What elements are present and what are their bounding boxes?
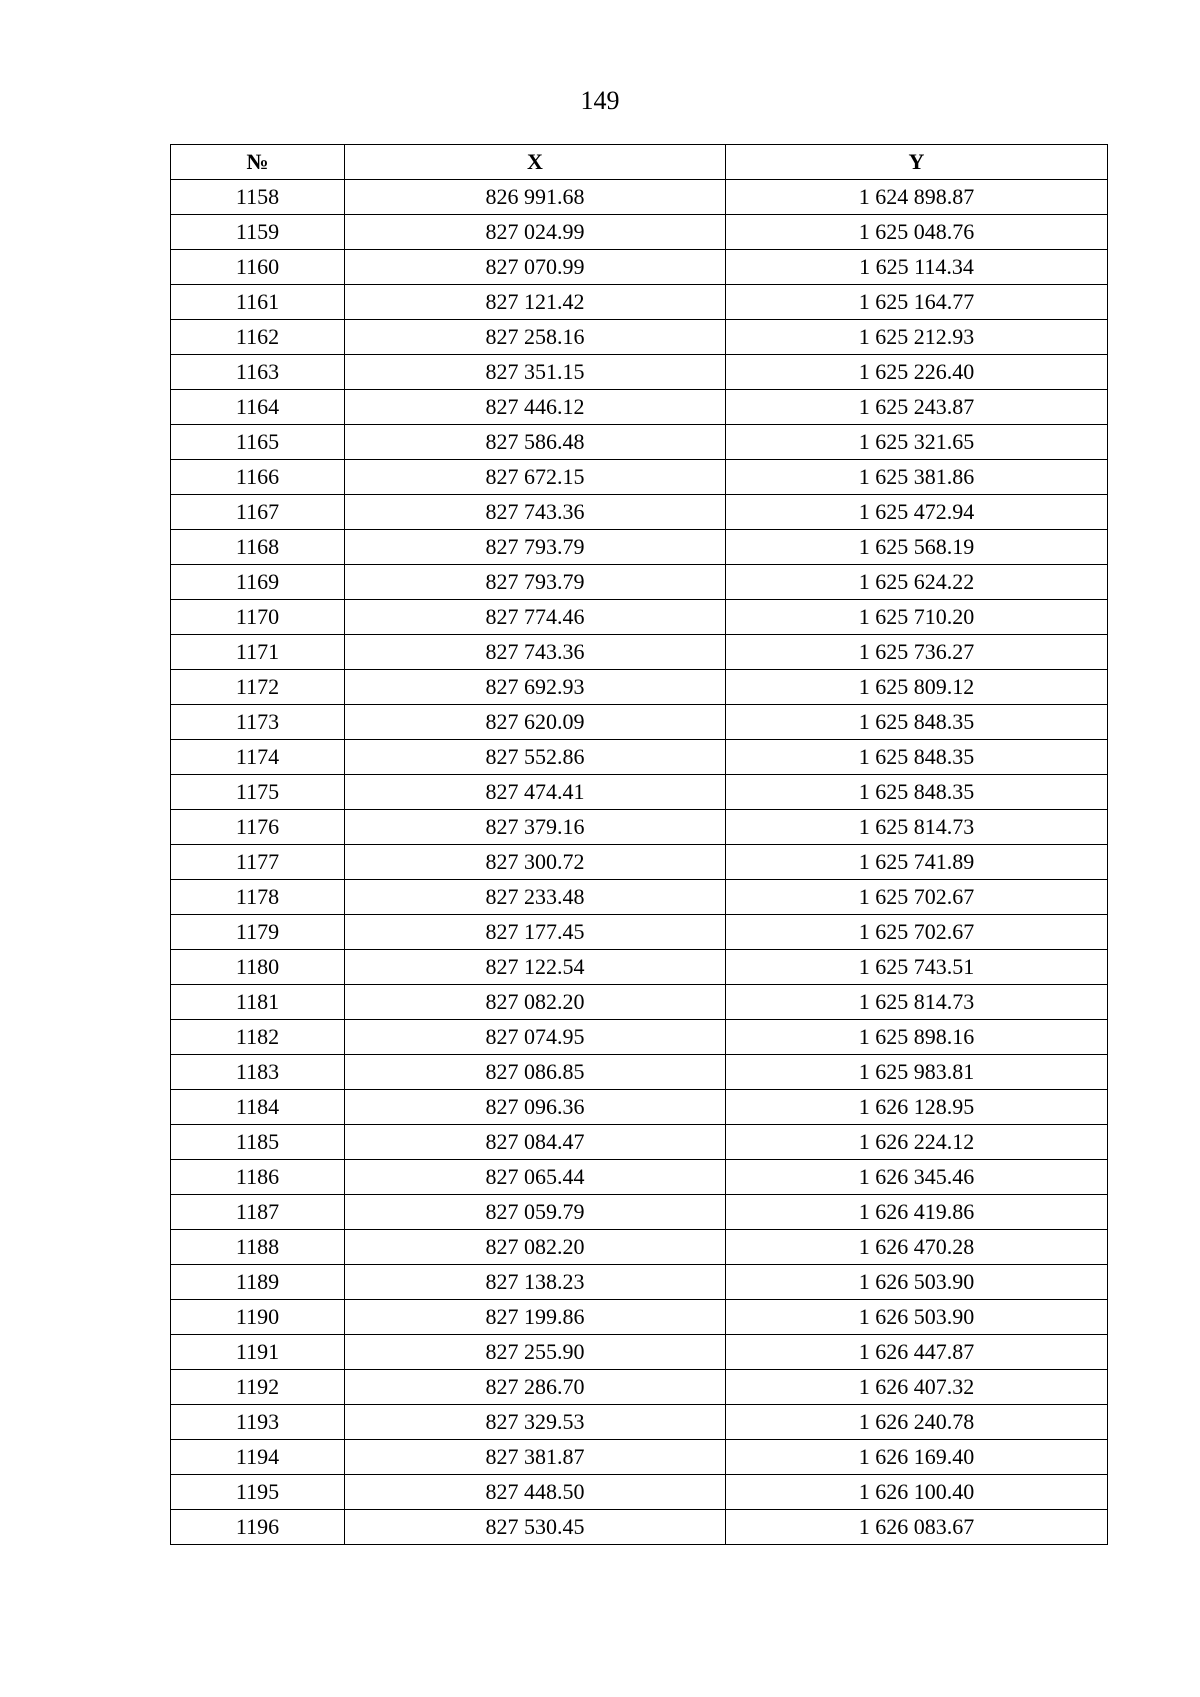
cell-y: 1 626 470.28	[726, 1230, 1108, 1265]
cell-y: 1 625 848.35	[726, 775, 1108, 810]
cell-x: 827 793.79	[345, 565, 726, 600]
cell-x: 827 065.44	[345, 1160, 726, 1195]
cell-x: 827 233.48	[345, 880, 726, 915]
cell-x: 827 300.72	[345, 845, 726, 880]
cell-number: 1159	[171, 215, 345, 250]
cell-y: 1 625 381.86	[726, 460, 1108, 495]
cell-number: 1190	[171, 1300, 345, 1335]
table-row	[171, 460, 1108, 495]
table-row	[171, 1020, 1108, 1055]
cell-y: 1 625 848.35	[726, 705, 1108, 740]
cell-y: 1 625 243.87	[726, 390, 1108, 425]
cell-y: 1 625 741.89	[726, 845, 1108, 880]
table-row	[171, 390, 1108, 425]
cell-number: 1167	[171, 495, 345, 530]
cell-number: 1176	[171, 810, 345, 845]
cell-number: 1191	[171, 1335, 345, 1370]
cell-x: 827 074.95	[345, 1020, 726, 1055]
cell-x: 827 530.45	[345, 1510, 726, 1545]
table-row	[171, 355, 1108, 390]
cell-y: 1 625 983.81	[726, 1055, 1108, 1090]
table-row	[171, 985, 1108, 1020]
cell-number: 1188	[171, 1230, 345, 1265]
table-row	[171, 1370, 1108, 1405]
cell-y: 1 625 702.67	[726, 880, 1108, 915]
cell-y: 1 625 743.51	[726, 950, 1108, 985]
table-row	[171, 1090, 1108, 1125]
cell-number: 1160	[171, 250, 345, 285]
cell-x: 827 199.86	[345, 1300, 726, 1335]
cell-x: 827 122.54	[345, 950, 726, 985]
cell-number: 1178	[171, 880, 345, 915]
table-row	[171, 1475, 1108, 1510]
header-x: X	[345, 145, 726, 180]
cell-x: 827 743.36	[345, 495, 726, 530]
table-row	[171, 1405, 1108, 1440]
page-number: 149	[580, 86, 620, 115]
cell-number: 1169	[171, 565, 345, 600]
table-row	[171, 425, 1108, 460]
cell-y: 1 625 814.73	[726, 810, 1108, 845]
table-row	[171, 1300, 1108, 1335]
cell-number: 1158	[171, 180, 345, 215]
table-row	[171, 285, 1108, 320]
cell-number: 1163	[171, 355, 345, 390]
header-number: №	[171, 145, 345, 180]
cell-y: 1 625 212.93	[726, 320, 1108, 355]
cell-number: 1162	[171, 320, 345, 355]
cell-y: 1 626 169.40	[726, 1440, 1108, 1475]
cell-x: 827 351.15	[345, 355, 726, 390]
table-row	[171, 1125, 1108, 1160]
cell-y: 1 625 898.16	[726, 1020, 1108, 1055]
cell-number: 1173	[171, 705, 345, 740]
table-row	[171, 1510, 1108, 1545]
cell-number: 1161	[171, 285, 345, 320]
cell-x: 827 082.20	[345, 1230, 726, 1265]
cell-x: 827 084.47	[345, 1125, 726, 1160]
cell-x: 827 446.12	[345, 390, 726, 425]
cell-x: 827 024.99	[345, 215, 726, 250]
table-row	[171, 635, 1108, 670]
cell-number: 1170	[171, 600, 345, 635]
cell-number: 1186	[171, 1160, 345, 1195]
cell-y: 1 625 114.34	[726, 250, 1108, 285]
cell-y: 1 625 710.20	[726, 600, 1108, 635]
cell-y: 1 625 624.22	[726, 565, 1108, 600]
cell-number: 1172	[171, 670, 345, 705]
cell-number: 1189	[171, 1265, 345, 1300]
cell-number: 1196	[171, 1510, 345, 1545]
cell-number: 1192	[171, 1370, 345, 1405]
cell-number: 1182	[171, 1020, 345, 1055]
cell-number: 1195	[171, 1475, 345, 1510]
table-row	[171, 1160, 1108, 1195]
cell-y: 1 625 472.94	[726, 495, 1108, 530]
cell-y: 1 625 226.40	[726, 355, 1108, 390]
cell-number: 1187	[171, 1195, 345, 1230]
cell-x: 827 082.20	[345, 985, 726, 1020]
cell-x: 827 448.50	[345, 1475, 726, 1510]
header-row	[171, 145, 1108, 180]
table-row	[171, 320, 1108, 355]
table-row	[171, 880, 1108, 915]
cell-x: 827 138.23	[345, 1265, 726, 1300]
cell-y: 1 625 048.76	[726, 215, 1108, 250]
cell-number: 1164	[171, 390, 345, 425]
cell-number: 1194	[171, 1440, 345, 1475]
cell-y: 1 626 407.32	[726, 1370, 1108, 1405]
cell-x: 827 552.86	[345, 740, 726, 775]
table-row	[171, 1230, 1108, 1265]
table-row	[171, 950, 1108, 985]
cell-y: 1 624 898.87	[726, 180, 1108, 215]
cell-number: 1174	[171, 740, 345, 775]
table-row	[171, 215, 1108, 250]
cell-x: 827 672.15	[345, 460, 726, 495]
table-row	[171, 670, 1108, 705]
table-row	[171, 845, 1108, 880]
table-row	[171, 810, 1108, 845]
cell-number: 1171	[171, 635, 345, 670]
cell-number: 1185	[171, 1125, 345, 1160]
cell-x: 826 991.68	[345, 180, 726, 215]
table-row	[171, 1195, 1108, 1230]
cell-y: 1 626 083.67	[726, 1510, 1108, 1545]
cell-number: 1165	[171, 425, 345, 460]
header-y: Y	[726, 145, 1108, 180]
cell-x: 827 086.85	[345, 1055, 726, 1090]
table-row	[171, 180, 1108, 215]
cell-y: 1 626 128.95	[726, 1090, 1108, 1125]
cell-x: 827 070.99	[345, 250, 726, 285]
table-row	[171, 1440, 1108, 1475]
cell-x: 827 774.46	[345, 600, 726, 635]
cell-x: 827 096.36	[345, 1090, 726, 1125]
cell-number: 1175	[171, 775, 345, 810]
cell-y: 1 625 814.73	[726, 985, 1108, 1020]
cell-x: 827 255.90	[345, 1335, 726, 1370]
coordinates-table	[170, 144, 1108, 1545]
cell-y: 1 625 568.19	[726, 530, 1108, 565]
cell-x: 827 381.87	[345, 1440, 726, 1475]
table-row	[171, 915, 1108, 950]
cell-x: 827 286.70	[345, 1370, 726, 1405]
table-row	[171, 775, 1108, 810]
cell-number: 1168	[171, 530, 345, 565]
table-row	[171, 250, 1108, 285]
cell-y: 1 626 240.78	[726, 1405, 1108, 1440]
cell-y: 1 626 503.90	[726, 1300, 1108, 1335]
cell-y: 1 625 809.12	[726, 670, 1108, 705]
cell-number: 1184	[171, 1090, 345, 1125]
table-body	[171, 180, 1108, 1545]
cell-x: 827 059.79	[345, 1195, 726, 1230]
table-row	[171, 495, 1108, 530]
cell-x: 827 177.45	[345, 915, 726, 950]
cell-number: 1193	[171, 1405, 345, 1440]
cell-x: 827 258.16	[345, 320, 726, 355]
cell-y: 1 626 419.86	[726, 1195, 1108, 1230]
cell-y: 1 626 503.90	[726, 1265, 1108, 1300]
cell-number: 1180	[171, 950, 345, 985]
cell-x: 827 743.36	[345, 635, 726, 670]
cell-x: 827 586.48	[345, 425, 726, 460]
cell-x: 827 692.93	[345, 670, 726, 705]
table-row	[171, 1335, 1108, 1370]
table-row	[171, 705, 1108, 740]
cell-y: 1 625 736.27	[726, 635, 1108, 670]
cell-number: 1179	[171, 915, 345, 950]
cell-x: 827 474.41	[345, 775, 726, 810]
cell-x: 827 793.79	[345, 530, 726, 565]
cell-number: 1183	[171, 1055, 345, 1090]
table-row	[171, 530, 1108, 565]
cell-y: 1 625 164.77	[726, 285, 1108, 320]
table-row	[171, 600, 1108, 635]
table-row	[171, 565, 1108, 600]
cell-y: 1 626 100.40	[726, 1475, 1108, 1510]
cell-number: 1181	[171, 985, 345, 1020]
cell-x: 827 620.09	[345, 705, 726, 740]
cell-y: 1 625 321.65	[726, 425, 1108, 460]
cell-number: 1166	[171, 460, 345, 495]
cell-x: 827 329.53	[345, 1405, 726, 1440]
table-row	[171, 1055, 1108, 1090]
cell-y: 1 626 224.12	[726, 1125, 1108, 1160]
cell-y: 1 625 702.67	[726, 915, 1108, 950]
table-row	[171, 1265, 1108, 1300]
cell-x: 827 379.16	[345, 810, 726, 845]
cell-x: 827 121.42	[345, 285, 726, 320]
cell-y: 1 626 447.87	[726, 1335, 1108, 1370]
cell-y: 1 626 345.46	[726, 1160, 1108, 1195]
cell-number: 1177	[171, 845, 345, 880]
cell-y: 1 625 848.35	[726, 740, 1108, 775]
table-row	[171, 740, 1108, 775]
table-header	[171, 145, 1108, 180]
